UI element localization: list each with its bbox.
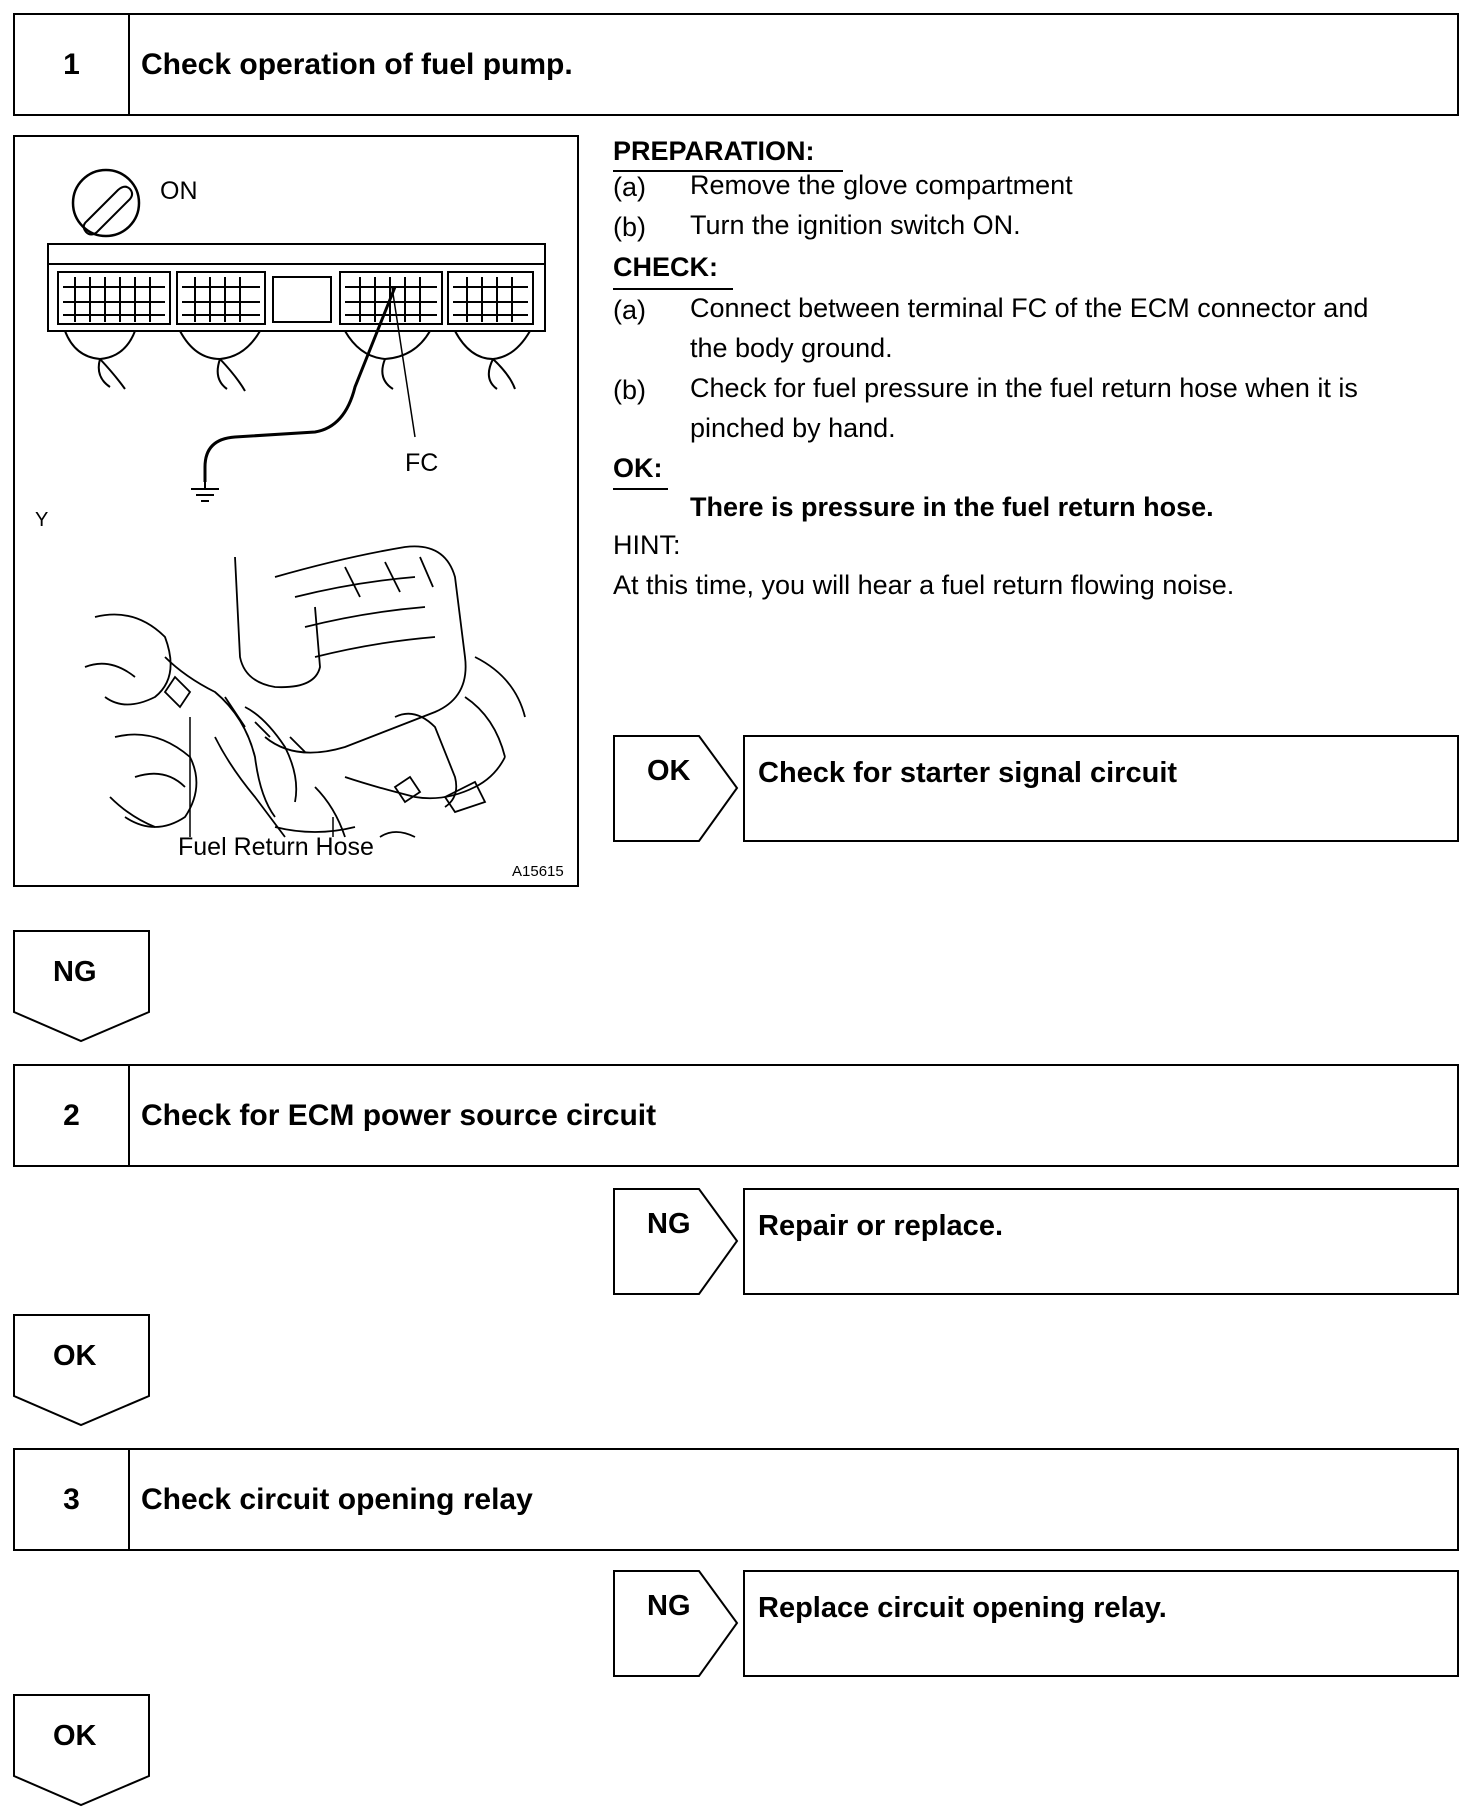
- y-label: Y: [35, 509, 49, 531]
- preparation-heading: PREPARATION:: [613, 136, 815, 166]
- step-title: Check operation of fuel pump.: [141, 47, 573, 81]
- figure-id: A15615: [512, 863, 564, 880]
- result-box-replace-relay: [743, 1570, 1459, 1677]
- ok-arrow-label: OK: [647, 755, 691, 787]
- result-text: Replace circuit opening relay.: [758, 1592, 1167, 1624]
- ng-arrow-label: NG: [647, 1590, 691, 1622]
- prep-item-a-text: Remove the glove compartment: [690, 170, 1073, 200]
- prep-item-a-label: (a): [613, 172, 646, 202]
- ng-arrow-label: NG: [647, 1208, 691, 1240]
- ecm-engine-illustration: [15, 137, 577, 885]
- step-1-header: [13, 13, 1459, 116]
- check-item-a-line1: Connect between terminal FC of the ECM connector and: [690, 293, 1369, 323]
- ground-symbol-icon: [191, 482, 219, 501]
- check-item-b-line2: pinched by hand.: [690, 413, 896, 443]
- engine-illustration-icon: [85, 546, 525, 837]
- fuel-return-hose-label: Fuel Return Hose: [178, 833, 374, 861]
- hint-heading: HINT:: [613, 530, 681, 560]
- step-title: Check circuit opening relay: [141, 1482, 533, 1516]
- prep-item-b-label: (b): [613, 212, 646, 242]
- step-number: 2: [15, 1066, 130, 1165]
- ok-heading: OK:: [613, 453, 663, 483]
- step-number: 3: [15, 1450, 130, 1549]
- result-text: Repair or replace.: [758, 1210, 1003, 1242]
- ok-arrow-right: [613, 735, 739, 842]
- ng-arrow-right: [613, 1188, 739, 1295]
- ok-arrow-label: OK: [53, 1720, 97, 1752]
- check-item-a-label: (a): [613, 295, 646, 325]
- ok-arrow-down: [13, 1314, 151, 1427]
- ecm-connector-icon: [48, 244, 545, 391]
- result-box-starter-signal: [743, 735, 1459, 842]
- ng-arrow-down: [13, 930, 151, 1043]
- hint-text: At this time, you will hear a fuel return flowing noise.: [613, 570, 1235, 600]
- ok-arrow-down: [13, 1694, 151, 1807]
- step-3-header: [13, 1448, 1459, 1551]
- prep-item-b-text: Turn the ignition switch ON.: [690, 210, 1021, 240]
- step-2-header: [13, 1064, 1459, 1167]
- step-number: 1: [15, 15, 130, 114]
- ignition-on-label: ON: [160, 177, 198, 205]
- result-text: Check for starter signal circuit: [758, 757, 1178, 789]
- check-item-a-line2: the body ground.: [690, 333, 893, 363]
- check-item-b-label: (b): [613, 375, 646, 405]
- check-heading: CHECK:: [613, 252, 718, 282]
- check-item-b-line1: Check for fuel pressure in the fuel return hose when it is: [690, 373, 1358, 403]
- ng-arrow-right: [613, 1570, 739, 1677]
- ok-underline: [613, 488, 668, 490]
- ignition-switch-icon: [73, 170, 139, 236]
- ok-criterion-text: There is pressure in the fuel return hose.: [690, 492, 1214, 522]
- result-box-repair-replace: [743, 1188, 1459, 1295]
- ok-arrow-label: OK: [53, 1340, 97, 1372]
- jumper-wire: [205, 287, 395, 482]
- diagram-figure: [13, 135, 579, 887]
- step-title: Check for ECM power source circuit: [141, 1098, 657, 1132]
- fc-terminal-label: FC: [405, 449, 439, 477]
- ng-arrow-label: NG: [53, 956, 97, 988]
